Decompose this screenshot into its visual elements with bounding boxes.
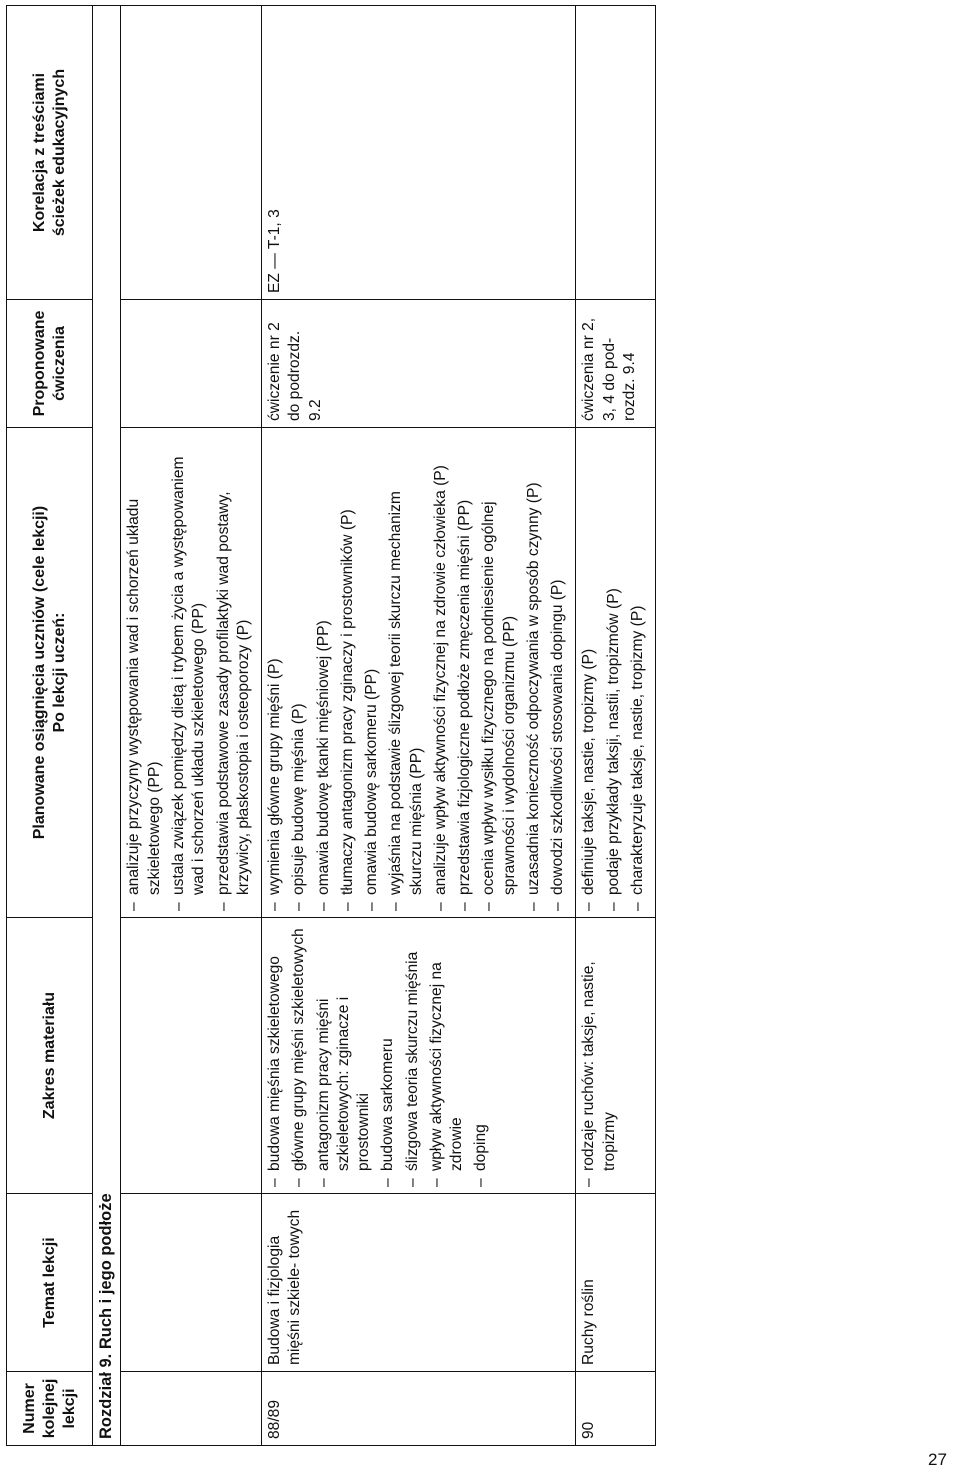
lesson-topic: Ruchy roślin [576, 1194, 656, 1372]
chapter-title-row [93, 6, 121, 1446]
lesson-number: 90 [576, 1372, 656, 1446]
rotated-page [6, 6, 954, 1446]
chapter-exercises-cell [121, 300, 262, 428]
list-item: – doping [471, 924, 491, 1187]
list-item: – definiuje taksje, nastie, tropizmy (P) [579, 434, 599, 911]
curriculum-table [6, 5, 656, 1446]
list-item: – uzasadnia konieczność odpoczywania w sposób czynny (P) [524, 434, 544, 911]
list-item: – analizuje przyczyny występowania wad i schorzeń układu szkieletowego (PP) [124, 434, 165, 911]
list-item: – omawia budowę tkanki mięśniowej (PP) [314, 434, 334, 911]
list-item: – przedstawia fizjologiczne podłoże zmęczenia mięśni (PP) [455, 434, 475, 911]
header-exercises: Proponowane ćwiczenia [7, 300, 93, 428]
lesson-goals [262, 428, 576, 918]
list-item: – dowodzi szkodliwości stosowania dopingu (P) [548, 434, 568, 911]
scope-list [265, 924, 492, 1187]
lesson-scope [262, 918, 576, 1194]
lesson-exercises: ćwiczenie nr 2 do podrozdz. 9.2 [262, 300, 576, 428]
list-item: – ślizgowa teoria skurczu mięśnia [403, 924, 423, 1187]
list-item: – wyjaśnia na podstawie ślizgowej teorii skurczu mechanizm skurczu mięśnia (PP) [386, 434, 427, 911]
list-item: – tłumaczy antagonizm pracy zginaczy i prostowników (P) [338, 434, 358, 911]
header-row [7, 6, 93, 1446]
chapter-goals-list [124, 434, 254, 911]
list-item: – omawia budowę sarkomeru (PP) [362, 434, 382, 911]
chapter-number-cell [121, 1372, 262, 1446]
goals-list [265, 434, 568, 911]
scope-list [579, 924, 620, 1187]
header-correlation: Korelacja z treściami ścieżek edukacyjnych [7, 6, 93, 300]
list-item: – ocenia wpływ wysiłku fizycznego na podniesienie ogólnej sprawności i wydolności organizmu (PP) [479, 434, 520, 911]
lesson-goals [576, 428, 656, 918]
list-item: – przedstawia podstawowe zasady profilaktyki wad postawy, krzywicy, płaskostopia i osteoporozy (P) [214, 434, 255, 911]
list-item: – budowa mięśnia szkieletowego [265, 924, 285, 1187]
chapter-scope-cell [121, 918, 262, 1194]
chapter-goals-cell [121, 428, 262, 918]
page-number: 27 [928, 1450, 947, 1469]
chapter-title: Rozdział 9. Ruch i jego podłoże [93, 6, 121, 1446]
list-item: – analizuje wpływ aktywności fizycznej na zdrowie człowieka (P) [431, 434, 451, 911]
header-scope: Zakres materiału [7, 918, 93, 1194]
list-item: – ustala związek pomiędzy dietą i trybem życia a występowaniem wad i schorzeń układu szkieletowego (PP) [169, 434, 210, 911]
table-row [576, 6, 656, 1446]
table-row [262, 6, 576, 1446]
chapter-goals-row [121, 6, 262, 1446]
lesson-scope [576, 918, 656, 1194]
list-item: – rodzaje ruchów: taksje, nastie, tropizmy [579, 924, 620, 1187]
chapter-topic-cell [121, 1194, 262, 1372]
list-item: – wymienia główne grupy mięśni (P) [265, 434, 285, 911]
list-item: – antagonizm pracy mięśni szkieletowych: zginacze i prostowniki [314, 924, 375, 1187]
lesson-number: 88/89 [262, 1372, 576, 1446]
chapter-correlation-cell [121, 6, 262, 300]
list-item: – budowa sarkomeru [378, 924, 398, 1187]
list-item: – podaje przykłady taksji, nastii, tropizmów (P) [604, 434, 624, 911]
lesson-correlation: EZ — T-1, 3 [262, 6, 576, 300]
list-item: – charakteryzuje taksje, nastie, tropizmy (P) [628, 434, 648, 911]
goals-list [579, 434, 648, 911]
lesson-topic: Budowa i fizjologia mięśni szkiele- towych [262, 1194, 576, 1372]
list-item: – wpływ aktywności fizycznej na zdrowie [427, 924, 468, 1187]
list-item: – opisuje budowę mięśnia (P) [289, 434, 309, 911]
lesson-exercises: ćwiczenia nr 2, 3, 4 do pod- rozdz. 9.4 [576, 300, 656, 428]
lesson-correlation [576, 6, 656, 300]
header-topic: Temat lekcji [7, 1194, 93, 1372]
list-item: – główne grupy mięśni szkieletowych [289, 924, 309, 1187]
header-goals: Planowane osiągnięcia uczniów (cele lekcji) Po lekcji uczeń: [7, 428, 93, 918]
header-lesson-number: Numer kolejnej lekcji [7, 1372, 93, 1446]
